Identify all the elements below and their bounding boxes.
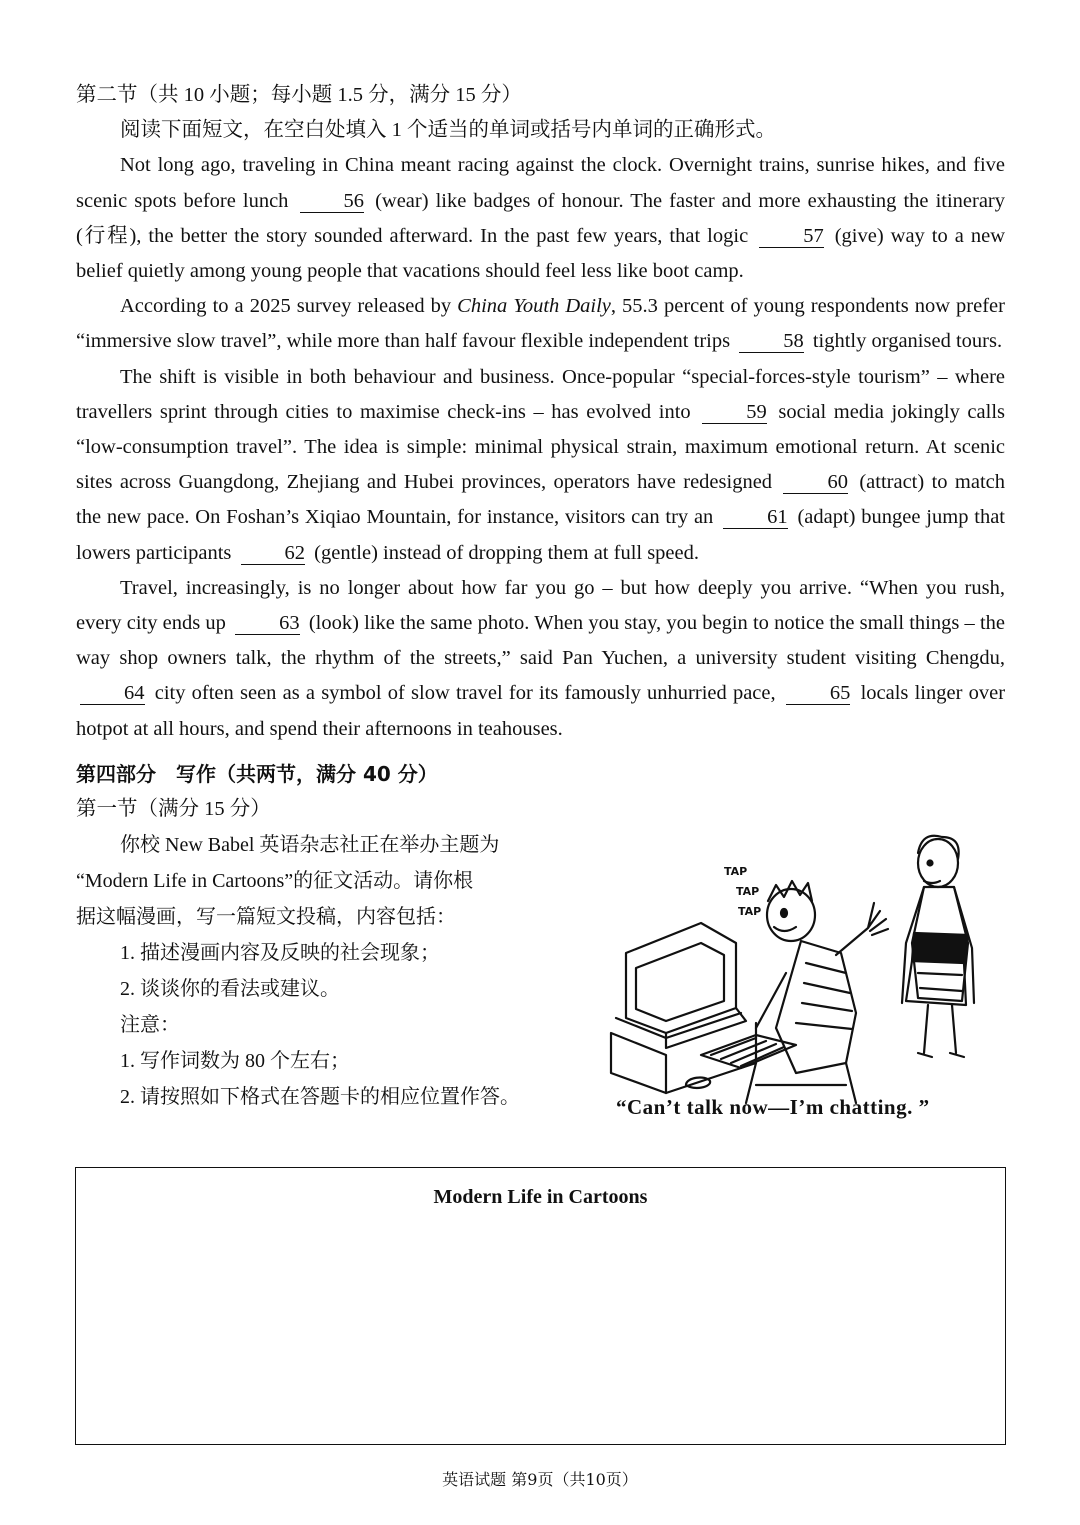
section2-heading: 第二节（共 10 小题；每小题 1.5 分，满分 15 分）	[76, 84, 522, 106]
task-line-2: “Modern Life in Cartoons”的征文活动。请你根	[76, 870, 474, 893]
p1-text-d: (give) way to a new belief quietly among young people that vacations should feel less like boot camp.	[76, 224, 1006, 283]
note-1: 1. 写作词数为 80 个左右；	[120, 1050, 350, 1073]
answer-box-title: Modern Life in Cartoons	[433, 1186, 648, 1208]
task-line-1: 你校 New Babel 英语杂志社正在举办主题为	[120, 834, 500, 857]
p2-text-b: , 55.3 percent of young respondents now prefer “immersive slow travel”, while more than half favour flexible independent trips	[76, 295, 1005, 353]
p4-text-c: city often seen as a symbol of slow travel for its famously unhurried pace,	[154, 682, 776, 705]
blank-65[interactable]: 65	[786, 682, 851, 705]
task-item-2: 2. 谈谈你的看法或建议。	[120, 978, 340, 1001]
p4-text-d: locals linger over hotpot at all hours, and spend their afternoons in teahouses.	[76, 682, 1006, 740]
p1-text-c: (wear) like badges of honour. The faster and more exhausting the itinerary (行程), the better the story sounded afterward. In the past few years, that logic	[76, 189, 1006, 247]
blank-56[interactable]: 56	[300, 190, 365, 213]
cartoon-sfx-1: TAP	[724, 865, 748, 879]
writing-task-area	[76, 827, 1005, 1147]
part4-subheading: 第一节（满分 15 分）	[76, 797, 271, 820]
page-footer: 英语试题 第9页（共10页）	[442, 1470, 638, 1489]
cartoon-sfx-2: TAP	[736, 885, 760, 899]
section2-instruction: 阅读下面短文，在空白处填入 1 个适当的单词或括号内单词的正确形式。	[120, 119, 776, 142]
p3-text-e: (gentle) instead of dropping them at full speed.	[314, 541, 700, 564]
woman-head-icon	[918, 839, 958, 887]
task-line-3: 据这幅漫画，写一篇短文投稿，内容包括：	[76, 906, 456, 929]
exam-page	[76, 78, 1005, 1147]
p1-text-a: Not long ago, traveling in China meant racing against the clock. Overnight trains, sunrise hikes, and five scenic spots before lunch	[76, 154, 1005, 212]
blank-59[interactable]: 59	[702, 401, 767, 424]
cartoon-sfx-3: TAP	[738, 905, 762, 919]
note-2: 2. 请按照如下格式在答题卡的相应位置作答。	[120, 1086, 520, 1109]
p3-text-d: (adapt) bungee jump that lowers participants	[76, 506, 1005, 564]
passage-paragraph-2	[76, 289, 1005, 359]
source-name: China Youth Daily	[457, 295, 611, 318]
note-label: 注意：	[120, 1014, 180, 1037]
cartoon-illustration	[606, 823, 1006, 1113]
part4-heading: 第四部分 写作（共两节，满分 40 分）	[76, 761, 438, 786]
blank-57[interactable]: 57	[759, 225, 824, 248]
writing-task	[76, 827, 596, 1115]
p4-text-b: (look) like the same photo. When you stay, you begin to notice the small things – the way shop owners talk, the rhythm of the streets,” said Pan Yuchen, a university student visiting Chengdu,	[76, 612, 1006, 670]
blank-64[interactable]: 64	[80, 682, 145, 705]
p3-text-c: (attract) to match the new pace. On Foshan’s Xiqiao Mountain, for instance, visitors can try an	[76, 471, 1006, 529]
passage-paragraph-1	[76, 148, 1005, 289]
passage-paragraph-4	[76, 571, 1005, 747]
answer-box[interactable]	[75, 1167, 1006, 1445]
p2-text-c: tightly organised tours.	[812, 330, 1003, 353]
p3-text-a: The shift is visible in both behaviour and business. Once-popular “special-forces-style tourism” – where travellers sprint through cities to maximise check-ins – has evolved into	[76, 365, 1005, 423]
p2-text-a: According to a 2025 survey released by	[120, 295, 452, 318]
blank-58[interactable]: 58	[739, 330, 804, 353]
cartoon-caption: “Can’t talk now—I’m chatting. ”	[616, 1095, 930, 1120]
man-head-icon	[767, 889, 815, 941]
blank-61[interactable]: 61	[723, 506, 788, 529]
task-item-1: 1. 描述漫画内容及反映的社会现象；	[120, 942, 440, 965]
blank-62[interactable]: 62	[241, 542, 306, 565]
passage-paragraph-3	[76, 360, 1005, 571]
p3-text-b: social media jokingly calls “low-consumption travel”. The idea is simple: minimal physical strain, maximum emotional return. At scenic sites across Guangdong, Zhejiang and Hubei provinces, operators have redesigned	[76, 400, 1005, 494]
p4-text-a: Travel, increasingly, is no longer about how far you go – but how deeply you arrive. “When you rush, every city ends up	[76, 576, 1005, 635]
blank-63[interactable]: 63	[235, 612, 300, 635]
blank-60[interactable]: 60	[783, 471, 848, 494]
